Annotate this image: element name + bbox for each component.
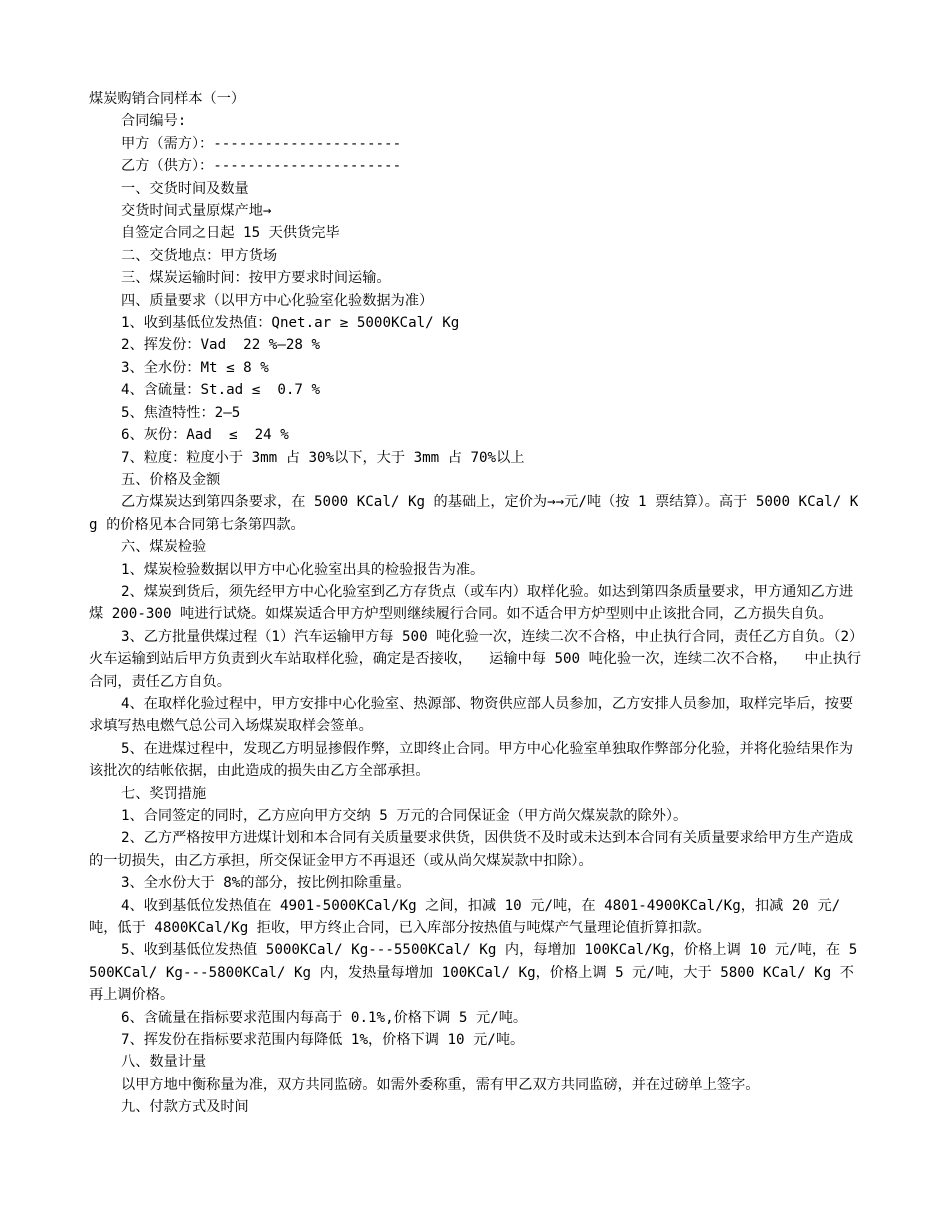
section-3: 三、煤炭运输时间：按甲方要求时间运输。 (121, 270, 391, 287)
inspection-item-3: 3、乙方批量供煤过程（1）汽车运输甲方每 500 吨化验一次，连续二次不合格，中止执行合同，责任乙方自负。（2）火车运输到站后甲方负责到火车站取样化验，确定是否接收， 运输中每 500 吨化验一次，连续二次不合格， 中止执行合同，责任乙方自负。 (89, 628, 864, 690)
section-5-heading: 五、价格及金额 (121, 471, 221, 488)
reward-item-6: 6、含硫量在指标要求范围内每高于 0.1%,价格下调 5 元/吨。 (121, 1009, 528, 1026)
quality-item-5: 5、焦渣特性：2—5 (121, 404, 241, 421)
section-8-heading: 八、数量计量 (121, 1054, 207, 1071)
contract-document (89, 88, 864, 1119)
reward-item-4: 4、收到基低位发热值在 4901-5000KCal/Kg 之间，扣减 10 元/吨，在 4801-4900KCal/Kg，扣减 20 元/吨，低于 4800KCal/Kg 拒收，甲方终止合同，已入库部分按热值与吨煤产气量理论值折算扣款。 (89, 897, 841, 937)
section-1-line-2: 自签定合同之日起 15 天供货完毕 (121, 225, 340, 242)
reward-item-5: 5、收到基低位发热值 5000KCal/ Kg---5500KCal/ Kg 内，每增加 100KCal/Kg，价格上调 10 元/吨，在 5500KCal/ Kg---5800KCal/ Kg 内，发热量每增加 100KCal/ Kg，价格上调 5 元/吨，大于 5800 KCal/ Kg 不再上调价格。 (89, 942, 858, 1004)
inspection-item-5: 5、在进煤过程中，发现乙方明显掺假作弊，立即终止合同。甲方中心化验室单独取作弊部分化验，并将化验结果作为该批次的结帐依据，由此造成的损失由乙方全部承担。 (89, 740, 854, 780)
party-a-line: 甲方（需方）：---------------------- (121, 135, 402, 152)
quality-item-2: 2、挥发份：Vad 22 %—28 % (121, 337, 321, 354)
reward-item-3: 3、全水份大于 8%的部分，按比例扣除重量。 (121, 875, 411, 892)
inspection-item-1: 1、煤炭检验数据以甲方中心化验室出具的检验报告为准。 (121, 561, 485, 578)
inspection-item-4: 4、在取样化验过程中，甲方安排中心化验室、热源部、物资供应部人员参加，乙方安排人员参加，取样完毕后，按要求填写热电燃气总公司入场煤炭取样会签单。 (89, 695, 854, 735)
quality-item-6: 6、灰份：Aad ≤ 24 % (121, 427, 289, 444)
quality-item-7: 7、粒度：粒度小于 3mm 占 30%以下，大于 3mm 占 70%以上 (121, 449, 525, 466)
quality-item-4: 4、含硫量：St.ad ≤ 0.7 % (121, 382, 321, 399)
section-2: 二、交货地点：甲方货场 (121, 247, 278, 264)
contract-number-label: 合同编号: (121, 113, 187, 130)
section-9-heading: 九、付款方式及时间 (121, 1099, 249, 1116)
section-8-text: 以甲方地中衡称量为准，双方共同监磅。如需外委称重，需有甲乙双方共同监磅，并在过磅单上签字。 (121, 1076, 760, 1093)
inspection-item-2: 2、煤炭到货后，须先经甲方中心化验室到乙方存货点（或车内）取样化验。如达到第四条质量要求，甲方通知乙方进煤 200-300 吨进行试烧。如煤炭适合甲方炉型则继续履行合同。如不适合甲方炉型则中止该批合同，乙方损失自负。 (89, 583, 854, 623)
reward-item-2: 2、乙方严格按甲方进煤计划和本合同有关质量要求供货，因供货不及时或未达到本合同有关质量要求给甲方生产造成的一切损失，由乙方承担，所交保证金甲方不再退还（或从尚欠煤炭款中扣除）。 (89, 830, 854, 869)
reward-item-7: 7、挥发份在指标要求范围内每降低 1%，价格下调 10 元/吨。 (121, 1032, 525, 1049)
section-5-text: 乙方煤炭达到第四条要求，在 5000 KCal/ Kg 的基础上，定价为→→元/吨（按 1 票结算）。高于 5000 KCal/ Kg 的价格见本合同第七条第四款。 (89, 494, 859, 533)
quality-item-1: 1、收到基低位发热值：Qnet.ar ≥ 5000KCal/ Kg (121, 315, 460, 332)
section-1-heading: 一、交货时间及数量 (121, 180, 249, 197)
section-4-heading: 四、质量要求（以甲方中心化验室化验数据为准） (121, 292, 434, 309)
section-1-line-1: 交货时间式量原煤产地→ (121, 203, 272, 220)
reward-item-1: 1、合同签定的同时，乙方应向甲方交纳 5 万元的合同保证金（甲方尚欠煤炭款的除外）。 (121, 808, 688, 824)
section-7-heading: 七、奖罚措施 (121, 785, 207, 802)
document-title: 煤炭购销合同样本（一） (89, 91, 246, 107)
party-b-line: 乙方（供方）：---------------------- (121, 158, 402, 175)
quality-item-3: 3、全水份：Mt ≤ 8 % (121, 359, 269, 376)
section-6-heading: 六、煤炭检验 (121, 539, 207, 556)
